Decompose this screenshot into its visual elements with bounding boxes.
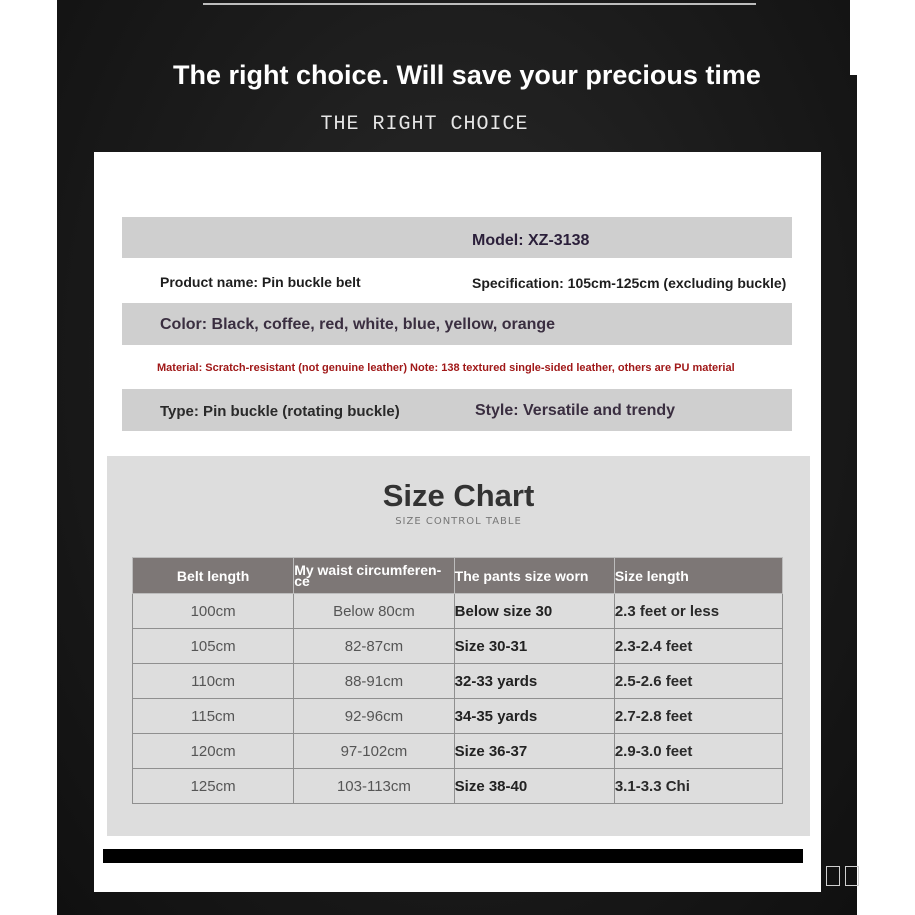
table-row xyxy=(133,769,783,804)
cell-pants-size: Size 38-40 xyxy=(454,769,614,804)
subheadline: THE RIGHT CHOICE xyxy=(320,113,529,136)
cell-pants-size: Below size 30 xyxy=(454,594,614,629)
cell-pants-size: 32-33 yards xyxy=(454,664,614,699)
model-text: Model: XZ-3138 xyxy=(472,232,590,249)
header-size-length: Size length xyxy=(614,558,782,594)
table-row xyxy=(133,734,783,769)
cell-waist: 103-113cm xyxy=(294,769,454,804)
cell-waist: 92-96cm xyxy=(294,699,454,734)
cell-waist: 88-91cm xyxy=(294,664,454,699)
prev-nav-box[interactable] xyxy=(826,866,840,886)
cell-belt-length: 125cm xyxy=(133,769,294,804)
top-divider xyxy=(203,3,756,5)
model-bar xyxy=(122,217,792,258)
specification-text: Specification: 105cm-125cm (excluding buckle) xyxy=(472,275,787,291)
table-row xyxy=(133,699,783,734)
cell-waist: 82-87cm xyxy=(294,629,454,664)
cell-size-length: 2.3-2.4 feet xyxy=(614,629,782,664)
header-pants-size: The pants size worn xyxy=(454,558,614,594)
cell-belt-length: 105cm xyxy=(133,629,294,664)
cell-waist: 97-102cm xyxy=(294,734,454,769)
cell-size-length: 2.3 feet or less xyxy=(614,594,782,629)
cell-size-length: 2.9-3.0 feet xyxy=(614,734,782,769)
material-note: Material: Scratch-resistant (not genuine leather) Note: 138 textured single-sided leather, others are PU material xyxy=(157,362,735,374)
size-table xyxy=(132,557,783,804)
table-row xyxy=(133,664,783,699)
size-table-header xyxy=(133,558,783,594)
cell-waist: Below 80cm xyxy=(294,594,454,629)
cell-pants-size: 34-35 yards xyxy=(454,699,614,734)
size-chart-title: Size Chart xyxy=(382,478,535,513)
size-chart-subtitle: SIZE CONTROL TABLE xyxy=(395,516,522,527)
table-row xyxy=(133,629,783,664)
color-text: Color: Black, coffee, red, white, blue, yellow, orange xyxy=(160,316,556,333)
cell-pants-size: Size 36-37 xyxy=(454,734,614,769)
header-waist: My waist circumferen-ce xyxy=(294,558,454,594)
type-text: Type: Pin buckle (rotating buckle) xyxy=(160,403,400,420)
next-nav-box[interactable] xyxy=(845,866,859,886)
cell-belt-length: 110cm xyxy=(133,664,294,699)
cell-size-length: 2.5-2.6 feet xyxy=(614,664,782,699)
cell-belt-length: 100cm xyxy=(133,594,294,629)
headline: The right choice. Will save your precious time xyxy=(173,60,761,90)
cell-size-length: 2.7-2.8 feet xyxy=(614,699,782,734)
cell-pants-size: Size 30-31 xyxy=(454,629,614,664)
header-belt-length: Belt length xyxy=(133,558,294,594)
cell-belt-length: 120cm xyxy=(133,734,294,769)
table-row xyxy=(133,594,783,629)
style-text: Style: Versatile and trendy xyxy=(475,402,676,419)
cell-belt-length: 115cm xyxy=(133,699,294,734)
bottom-bar xyxy=(103,849,803,863)
product-name-text: Product name: Pin buckle belt xyxy=(160,274,361,290)
cell-size-length: 3.1-3.3 Chi xyxy=(614,769,782,804)
